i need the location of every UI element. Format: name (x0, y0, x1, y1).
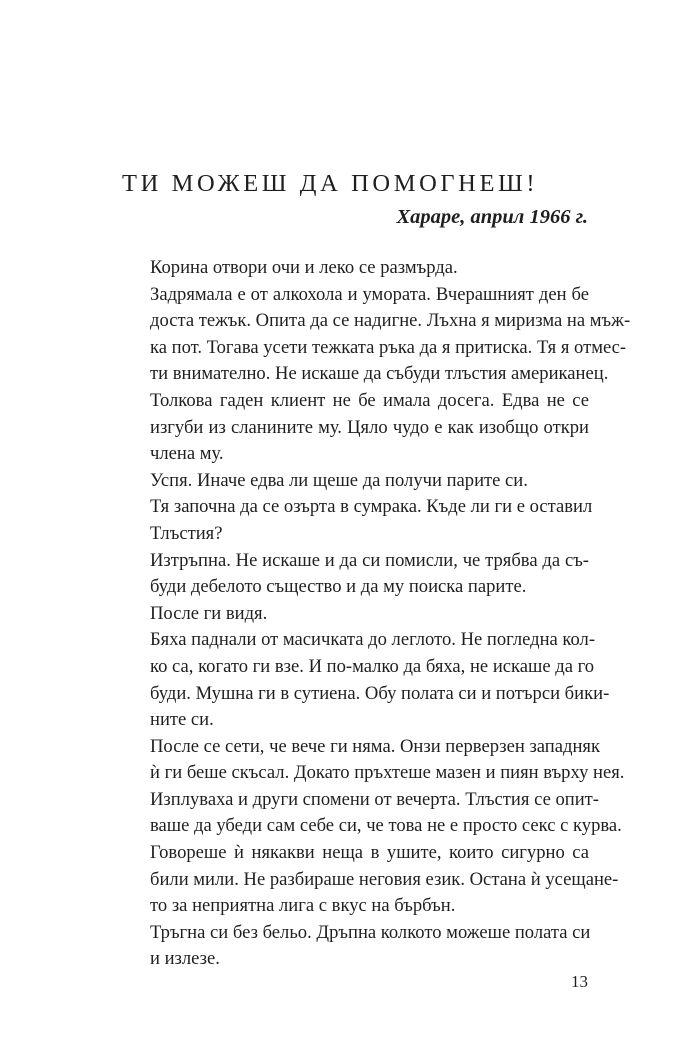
paragraph (121, 494, 593, 547)
text-line: Корина отвори очи и леко се размърда. (150, 257, 458, 278)
paragraph (121, 734, 625, 840)
text-line: члена му. (150, 443, 224, 465)
text-line: Тлъстия? (150, 522, 223, 544)
text-line: После се сети, че вече ги няма. Онзи перверзен западняк (150, 735, 601, 757)
paragraph (121, 627, 610, 733)
text-line: Бяха паднали от масичката до леглото. Не погледна кол- (150, 629, 596, 651)
text-line: ните си. (150, 709, 214, 731)
text-line: ти внимателно. Не искаше да събуди тлъстия американец. (150, 363, 609, 385)
text-line: Изплуваха и други спомени от вечерта. Тлъстия се опит- (150, 788, 599, 810)
text-line: били мили. Не разбираше неговия език. Остана ѝ усещане- (150, 868, 619, 890)
paragraph (121, 388, 589, 468)
text-line: Задрямала е от алкохола и умората. Вчерашният ден бе (150, 283, 589, 305)
paragraph (121, 468, 589, 495)
paragraph (121, 282, 631, 388)
body-text (121, 255, 631, 973)
paragraph (121, 840, 619, 920)
text-line: Говореше ѝ някакви неща в ушите, които сигурно са (150, 842, 589, 864)
paragraph (121, 920, 589, 973)
text-line: Успя. Иначе едва ли щеше да получи парите си. (150, 469, 528, 491)
text-line: и излезе. (150, 948, 220, 970)
page-number: 13 (571, 972, 588, 991)
text-line: доста тежък. Опита да се надигне. Лъхна я миризма на мъж- (150, 310, 631, 332)
text-line: Тя започна да се озърта в сумрака. Къде ли ги е оставил (150, 496, 593, 518)
text-line: Изтръпна. Не искаше и да си помисли, че трябва да съ- (150, 549, 589, 571)
text-line: ка пот. Тогава усети тежката ръка да я притиска. Тя я отмес- (150, 336, 627, 358)
text-line: После ги видя. (150, 602, 268, 624)
text-line: ваше да убеди сам себе си, че това не е просто секс с курва. (150, 815, 622, 837)
text-line: ко са, когато ги взе. И по-малко да бяха, не искаше да го (150, 655, 595, 677)
text-line: ѝ ги беше скъсал. Докато пръхтеше мазен и пиян върху нея. (150, 762, 625, 784)
text-line: буди. Мушна ги в сутиена. Обу полата си и потърси бики- (150, 682, 610, 704)
text-line: Тръгна си без бельо. Дръпна колкото можеше полата си (150, 921, 591, 943)
text-line: изгуби из сланините му. Цяло чудо е как изобщо откри (150, 416, 589, 438)
chapter-dateline: Хараре, април 1966 г. (396, 206, 588, 228)
text-line: буди дебелото същество и да му поиска парите. (150, 576, 527, 598)
paragraph (121, 601, 589, 628)
paragraph (121, 548, 589, 601)
paragraph (121, 255, 589, 282)
chapter-title: ТИ МОЖЕШ ДА ПОМОГНЕШ! (122, 170, 539, 197)
text-line: Толкова гаден клиент не бе имала досега. Едва не се (150, 389, 589, 411)
text-line: то за неприятна лига с вкус на бърбън. (150, 895, 456, 917)
